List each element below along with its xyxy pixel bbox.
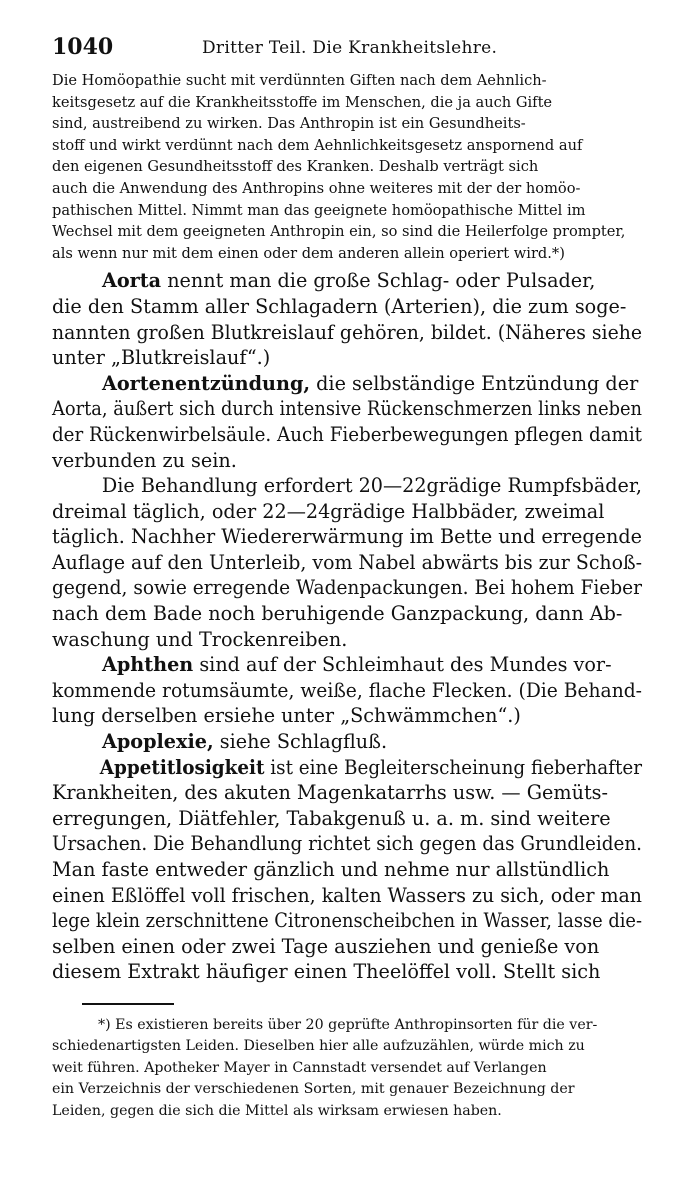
- text-line: waschung und Trockenreiben.: [52, 627, 348, 651]
- text-line: stoff und wirkt verdünnt nach dem Aehnlichkeitsgesetz anspornend auf: [52, 136, 583, 154]
- text-line: sind auf der Schleimhaut des Mundes vor-: [193, 653, 612, 677]
- book-page: [52, 34, 642, 1122]
- text-line: Die Homöopathie sucht mit verdünnten Giften nach dem Aehnlich-: [52, 72, 547, 89]
- text-line: nennt man die große Schlag- oder Pulsader,: [161, 269, 596, 293]
- entry-behandlung: [52, 473, 642, 652]
- text-line: weit führen. Apotheker Mayer in Cannstadt versendet auf Verlangen: [52, 1059, 547, 1076]
- anthropin-paragraph: [52, 70, 642, 264]
- page-header: [52, 34, 642, 64]
- text-line: gegend, sowie erregende Wadenpackungen. Bei hohem Fieber: [52, 576, 643, 600]
- entry-first-line: [52, 371, 642, 397]
- text-line: nannten großen Blutkreislauf gehören, bildet. (Näheres siehe: [52, 320, 643, 344]
- text-line: schiedenartigsten Leiden. Dieselben hier alle aufzuzählen, würde mich zu: [52, 1038, 585, 1055]
- text-line: Leiden, gegen die sich die Mittel als wirksam erwiesen haben.: [52, 1102, 502, 1119]
- text-line: nach dem Bade noch beruhigende Ganzpackung, dann Ab-: [52, 602, 623, 626]
- text-line: erregungen, Diätfehler, Tabakgenuß u. a. m. sind weitere: [52, 806, 611, 830]
- text-line: täglich. Nachher Wiedererwärmung im Bette und erregende: [52, 525, 643, 549]
- entry-first-line: [52, 268, 642, 294]
- footnote: [52, 1015, 642, 1122]
- text-line: Krankheiten, des akuten Magenkatarrhs usw. — Gemüts-: [52, 781, 608, 805]
- text-line: siehe Schlagfluß.: [213, 730, 388, 754]
- text-line: auch die Anwendung des Anthropins ohne weiteres mit der der homöo-: [52, 179, 581, 197]
- text-line: unter „Blutkreislauf“.): [52, 346, 271, 370]
- entry-first-line: [52, 755, 642, 781]
- text-line: ist eine Begleiterscheinung fieberhafter: [264, 755, 642, 779]
- text-line: Aorta, äußert sich durch intensive Rückenschmerzen links neben: [52, 397, 643, 421]
- entry-aortenentzuendung: [52, 371, 642, 473]
- entry-first-line: [52, 729, 642, 755]
- text-line: Ursachen. Die Behandlung richtet sich gegen das Grundleiden.: [52, 832, 643, 856]
- text-line: Man faste entweder gänzlich und nehme nur allstündlich: [52, 858, 610, 881]
- running-head: Dritter Teil. Die Krankheitslehre.: [202, 38, 498, 58]
- entry-first-line: [52, 652, 642, 678]
- text-line: pathischen Mittel. Nimmt man das geeignete homöopathische Mittel im: [52, 201, 586, 219]
- text-line: die den Stamm aller Schlagadern (Arterien), die zum soge-: [52, 294, 627, 318]
- text-line: ein Verzeichnis der verschiedenen Sorten, mit genauer Bezeichnung der: [52, 1081, 575, 1098]
- entry-term: Appetitlosigkeit: [99, 755, 265, 779]
- text-line: sind, austreibend zu wirken. Das Anthropin ist ein Gesundheits-: [52, 115, 526, 133]
- text-line: kommende rotumsäumte, weiße, flache Flecken. (Die Behand-: [52, 678, 643, 702]
- text-line: *) Es existieren bereits über 20 geprüfte Anthropinsorten für die ver-: [98, 1016, 598, 1033]
- text-line: lung derselben ersiehe unter „Schwämmchen“.): [52, 704, 521, 728]
- entry-appetitlosigkeit: [52, 755, 642, 985]
- text-line: als wenn nur mit dem einen oder dem anderen allein operiert wird.*): [52, 244, 565, 262]
- entry-term: Aortenentzündung,: [102, 371, 311, 395]
- entry-term: Aorta: [102, 269, 162, 293]
- text-line: verbunden zu sein.: [52, 448, 237, 472]
- text-line: den eigenen Gesundheitsstoff des Kranken. Deshalb verträgt sich: [52, 158, 539, 176]
- text-line: die selbständige Entzündung der: [310, 371, 639, 395]
- entry-apoplexie: [52, 729, 642, 755]
- text-line: diesem Extrakt häufiger einen Theelöffel voll. Stellt sich: [52, 960, 601, 984]
- text-line: selben einen oder zwei Tage ausziehen und genieße von: [52, 934, 600, 958]
- footnote-divider: [82, 1003, 174, 1005]
- page-number: 1040: [52, 34, 114, 60]
- text-line: dreimal täglich, oder 22—24grädige Halbbäder, zweimal: [52, 499, 605, 523]
- entry-aphthen: [52, 652, 642, 729]
- text-line: Die Behandlung erfordert 20—22grädige Rumpfsbäder,: [101, 474, 643, 498]
- entry-term: Apoplexie,: [102, 730, 214, 754]
- text-line: lege klein zerschnittene Citronenscheibchen in Wasser, lasse die-: [52, 909, 642, 933]
- text-line: keitsgesetz auf die Krankheitsstoffe im Menschen, die ja auch Gifte: [52, 93, 553, 111]
- text-line: Wechsel mit dem geeigneten Anthropin ein, so sind die Heilerfolge prompter,: [52, 223, 626, 241]
- text-line: der Rückenwirbelsäule. Auch Fieberbewegungen pflegen damit: [52, 422, 643, 446]
- entry-aorta: [52, 268, 642, 370]
- text-line: Auflage auf den Unterleib, vom Nabel abwärts bis zur Schoß-: [52, 550, 643, 574]
- entry-term: Aphthen: [102, 653, 194, 677]
- text-line: einen Eßlöffel voll frischen, kalten Wassers zu sich, oder man: [52, 883, 642, 907]
